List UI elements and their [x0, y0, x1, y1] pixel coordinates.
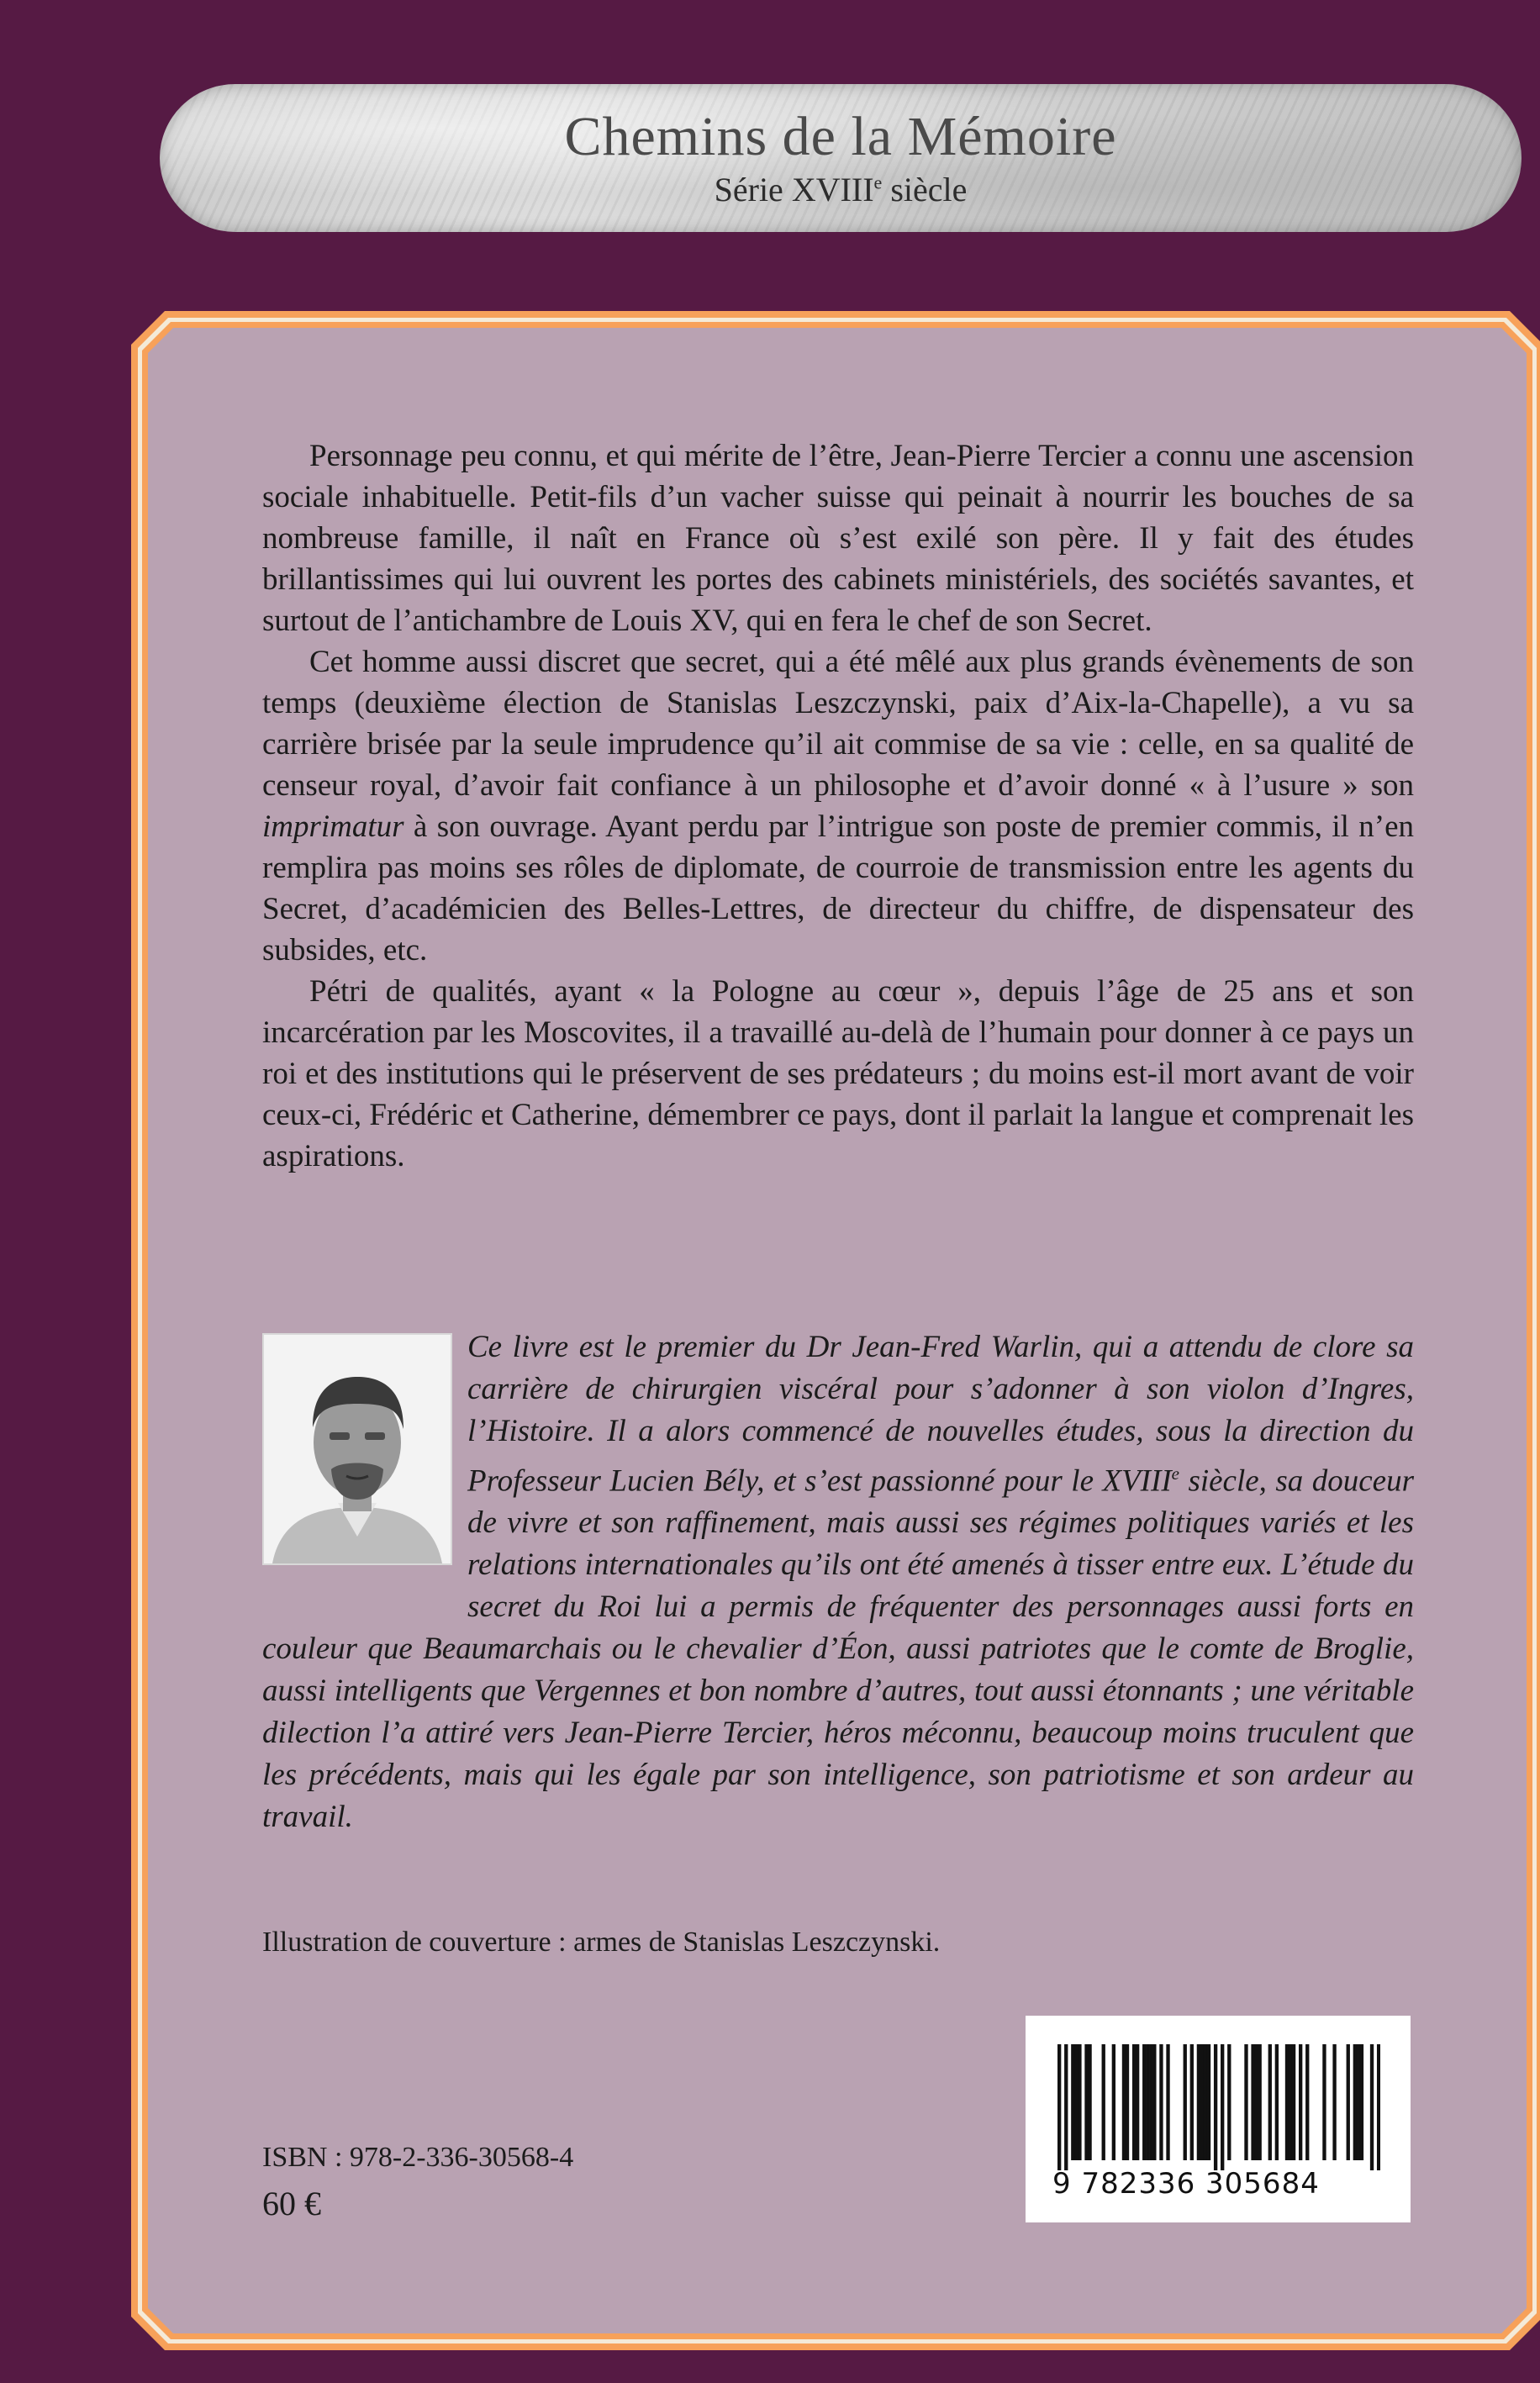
barcode-bar [1166, 2044, 1169, 2160]
series-subtitle-prefix: Série XVIII [714, 171, 874, 208]
barcode-bar [1078, 2044, 1081, 2160]
barcode [1026, 2016, 1411, 2222]
barcode-bar [1227, 2044, 1231, 2160]
barcode-bar [1190, 2044, 1194, 2160]
synopsis-paragraph-2 [262, 641, 1414, 971]
barcode-bars [1057, 2044, 1380, 2170]
barcode-bar [1126, 2044, 1129, 2160]
series-banner [160, 84, 1522, 232]
barcode-bar [1214, 2044, 1217, 2170]
barcode-bar [1377, 2044, 1380, 2170]
barcode-bar [1251, 2044, 1254, 2160]
barcode-bar [1088, 2044, 1091, 2160]
synopsis-p2-part1: Cet homme aussi discret que secret, qui a été mêlé aux plus grands évènements de son temps (deuxième élection de Stanislas Leszczynski, paix d’Aix-la-Chapelle), a vu sa carrière brisée par la seule imprudence qu’il ait commise de sa vie : celle, en sa qualité de censeur royal, d’avoir fait confiance à un philosophe et d’avoir donné « à l’usure » son [262, 645, 1414, 803]
barcode-bar [1268, 2044, 1272, 2160]
barcode-bar [1112, 2044, 1115, 2160]
barcode-bar [1207, 2044, 1210, 2160]
barcode-bar [1332, 2044, 1336, 2160]
barcode-bar [1136, 2044, 1139, 2160]
barcode-bar [1074, 2044, 1078, 2160]
synopsis [262, 435, 1414, 1177]
barcode-bar [1200, 2044, 1204, 2160]
barcode-bar [1347, 2044, 1350, 2160]
synopsis-p2-part2: à son ouvrage. Ayant perdu par l’intrigue son poste de premier commis, il n’en remplira pas moins ses rôles de diplomate, de courroie de transmission entre les agents du Secret, d’académicien des Belles-Lettres, de directeur du chiffre, de dispensateur des subsides, etc. [262, 809, 1414, 967]
barcode-bar [1370, 2044, 1374, 2170]
series-subtitle [160, 173, 1522, 207]
barcode-bar [1353, 2044, 1357, 2160]
barcode-bar [1285, 2044, 1289, 2160]
barcode-bar [1322, 2044, 1326, 2160]
barcode-bar [1102, 2044, 1105, 2160]
barcode-bar [1305, 2044, 1309, 2160]
barcode-bar [1064, 2044, 1068, 2170]
barcode-bar [1258, 2044, 1261, 2160]
bio-part2: siècle, sa douceur de vivre et son raffinement, mais aussi ses régimes politiques variés et les relations internationales qu’ils ont été amenés à tisser entre eux. L’étude du secret du Roi lui a permis de fréquenter des personnages aussi forts en couleur que Beaumarchais ou le chevalier d’Éon, aussi patriotes que le comte de Broglie, aussi intelligents que Vergennes et bon nombre d’autres, tout aussi étonnants ; une véritable dilection l’a attiré vers Jean-Pierre Tercier, héros méconnu, beaucoup moins truculent que les précédents, mais qui les égale par son intelligence, son patriotisme et son ardeur au travail. [262, 1463, 1414, 1835]
isbn: ISBN : 978-2-336-30568-4 [262, 2142, 574, 2173]
barcode-bar [1057, 2044, 1061, 2170]
author-photo [262, 1333, 452, 1565]
cover-credit: Illustration de couverture : armes de Stanislas Leszczynski. [262, 1927, 941, 1958]
barcode-bar [1146, 2044, 1149, 2160]
barcode-bar [1159, 2044, 1163, 2160]
barcode-bar [1292, 2044, 1295, 2160]
series-title: Chemins de la Mémoire [564, 106, 1117, 167]
synopsis-p2-italic: imprimatur [262, 809, 404, 844]
barcode-bar [1142, 2044, 1146, 2160]
barcode-bar [1254, 2044, 1258, 2160]
synopsis-paragraph-1: Personnage peu connu, et qui mérite de l’être, Jean-Pierre Tercier a connu une ascension sociale inhabituelle. Petit-fils d’un vacher suisse qui peinait à nourrir les bouches de sa nombreuse famille, il naît en France où s’est exilé son père. Il y fait des études brillantissimes qui lui ouvrent les portes des cabinets ministériels, des sociétés savantes, et surtout de l’antichambre de Louis XV, qui en fera le chef de son Secret. [262, 439, 1414, 638]
series-subtitle-sup: e [873, 171, 883, 193]
barcode-bar [1221, 2044, 1224, 2170]
barcode-bar [1289, 2044, 1292, 2160]
barcode-bar [1197, 2044, 1200, 2160]
barcode-bar [1132, 2044, 1136, 2160]
barcode-bar [1360, 2044, 1363, 2160]
barcode-bar [1204, 2044, 1207, 2160]
barcode-bar [1071, 2044, 1074, 2160]
barcode-bar [1149, 2044, 1152, 2160]
price: 60 € [262, 2185, 321, 2222]
barcode-bar [1184, 2044, 1187, 2160]
barcode-bar [1299, 2044, 1302, 2160]
barcode-bar [1084, 2044, 1088, 2160]
series-subtitle-suffix: siècle [882, 171, 968, 208]
barcode-bar [1122, 2044, 1126, 2160]
barcode-bar [1357, 2044, 1360, 2160]
synopsis-paragraph-3: Pétri de qualités, ayant « la Pologne au cœur », depuis l’âge de 25 ans et son incarcération par les Moscovites, il a travaillé au-delà de l’humain pour donner à ce pays un roi et des institutions qui le préservent de ses prédateurs ; du moins est-il mort avant de voir ceux-ci, Frédéric et Catherine, démembrer ce pays, dont il parlait la langue et comprenait les aspirations. [262, 974, 1414, 1173]
barcode-bar [1275, 2044, 1279, 2160]
barcode-bar [1152, 2044, 1156, 2160]
barcode-digits: 9 782336 305684 [1052, 2167, 1320, 2201]
bio-part1: Ce livre est le premier du Dr Jean-Fred Warlin, qui a attendu de clore sa carrière de chirurgien viscéral pour s’adonner à son violon d’Ingres, l’Histoire. Il a alors commencé de nouvelles études, sous la direction du Professeur Lucien Bély, et s’est passionné pour le XVIII [467, 1330, 1414, 1499]
bio-sup: e [1171, 1463, 1179, 1484]
barcode-bar [1244, 2044, 1247, 2160]
author-portrait-image [264, 1335, 451, 1563]
